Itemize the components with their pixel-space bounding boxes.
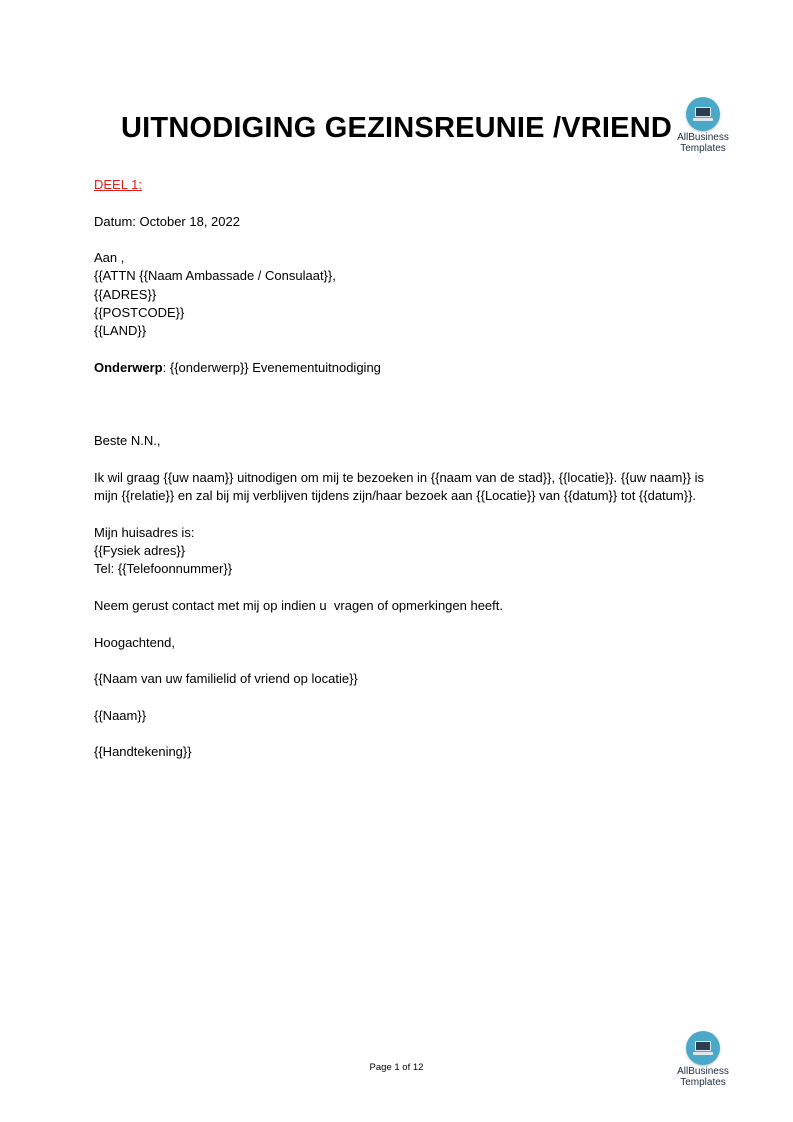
physical-address: {{Fysiek adres}} — [94, 543, 186, 559]
document-title: UITNODIGING GEZINSREUNIE /VRIEND — [121, 112, 672, 144]
subject-text: : {{onderwerp}} Evenementuitnodiging — [162, 359, 381, 375]
sender-name: {{Naam}} — [94, 707, 147, 723]
address-line: Aan , — [94, 250, 125, 266]
laptop-icon — [686, 1031, 720, 1065]
logo-text: AllBusiness Templates — [677, 1066, 729, 1088]
salutation: Beste N.N., — [94, 433, 161, 449]
sender-relation: {{Naam van uw familielid of vriend op locatie}} — [94, 671, 358, 687]
allbusiness-logo-footer — [665, 1031, 741, 1088]
date-line: Datum: October 18, 2022 — [94, 213, 240, 229]
contact-line: Neem gerust contact met mij op indien u vragen of opmerkingen heeft. — [94, 597, 503, 613]
home-address-label: Mijn huisadres is: — [94, 524, 195, 540]
signature: {{Handtekening}} — [94, 744, 192, 760]
phone-line: Tel: {{Telefoonnummer}} — [94, 561, 233, 577]
subject-label: Onderwerp — [94, 359, 163, 375]
address-line: {{LAND}} — [94, 323, 147, 339]
allbusiness-logo — [665, 97, 741, 154]
address-line: {{ADRES}} — [94, 286, 157, 302]
laptop-icon — [686, 97, 720, 131]
recipient-address — [94, 249, 709, 340]
address-line: {{ATTN {{Naam Ambassade / Consulaat}}, — [94, 268, 336, 284]
section-label: DEEL 1: — [94, 177, 142, 192]
letter-body — [94, 176, 709, 762]
logo-text: AllBusiness Templates — [677, 132, 729, 154]
body-paragraph: Ik wil graag {{uw naam}} uitnodigen om mij te bezoeken in {{naam van de stad}}, {{locatie}}. {{uw naam}} is mijn {{relatie}} en zal bij mij verblijven tijdens zijn/haar bezoek aan {{Locatie}} van {{datum}} tot {{datum}}. — [94, 469, 704, 504]
address-line: {{POSTCODE}} — [94, 305, 185, 321]
page-number: Page 1 of 12 — [369, 1062, 424, 1073]
subject-line — [94, 359, 709, 377]
closing: Hoogachtend, — [94, 634, 175, 650]
